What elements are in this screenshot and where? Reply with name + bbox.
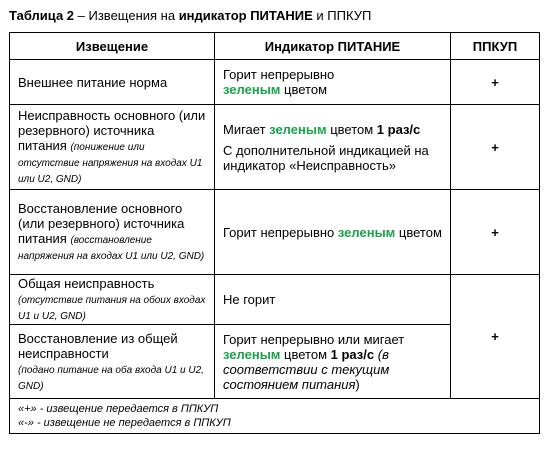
table-row — [10, 60, 540, 105]
indicator-italic: (в соответствии с текущим состоянием питания — [223, 346, 390, 392]
table-row — [10, 105, 540, 190]
header-event: Извещение — [10, 33, 215, 60]
event-cell — [10, 190, 215, 275]
notifications-table — [9, 32, 540, 434]
indicator-text-a: Мигает — [223, 121, 270, 137]
legend-line-1: «+» - извещение передается в ППКУП — [18, 403, 219, 415]
table-row — [10, 275, 540, 325]
event-note: (подано питание на оба входа U1 и U2, GND) — [18, 364, 204, 392]
indicator-cell — [215, 275, 451, 325]
event-cell — [10, 325, 215, 399]
indicator-green: зеленым — [269, 121, 327, 137]
header-row — [10, 33, 540, 60]
indicator-text-b: цветом — [280, 346, 331, 362]
indicator-text-c: ) — [355, 376, 360, 392]
caption-text-b: индикатор ПИТАНИЕ — [178, 8, 313, 23]
indicator-text-a: Не горит — [223, 292, 276, 307]
event-cell — [10, 60, 215, 105]
ppkup-cell: + — [451, 60, 540, 105]
indicator-text-b: цветом — [280, 82, 328, 97]
ppkup-cell: + — [451, 190, 540, 275]
header-indicator: Индикатор ПИТАНИЕ — [215, 33, 451, 60]
table-row — [10, 190, 540, 275]
indicator-cell — [215, 325, 451, 399]
event-note: (восстановление напряжения на входах U1 или U2, GND) — [18, 235, 205, 262]
header-ppkup: ППКУП — [451, 33, 540, 60]
event-text: Внешнее питание норма — [18, 74, 168, 90]
indicator-extra: С дополнительной индикацией на индикатор «Неисправность» — [223, 142, 429, 173]
indicator-green: зеленым — [223, 346, 281, 362]
event-text: Восстановление из общей неисправности — [18, 330, 178, 361]
event-note: (отсутствие питания на обоих входах U1 и U2, GND) — [18, 295, 206, 322]
caption-dash: – — [74, 8, 89, 23]
caption-text-a: Извещения на — [88, 8, 179, 23]
event-text: Общая неисправность — [18, 276, 155, 291]
caption-prefix: Таблица 2 — [9, 8, 75, 23]
event-note: (понижение или отсутствие напряжения на входах U1 или U2, GND) — [18, 142, 203, 185]
indicator-rate: 1 раз/с — [330, 346, 375, 362]
indicator-text-a: Горит непрерывно — [223, 67, 335, 82]
table-caption — [9, 8, 371, 23]
indicator-text-b: цветом — [326, 121, 377, 137]
event-text: Неисправность основного (или резервного) источника питания — [18, 108, 206, 153]
event-text: Восстановление основного (или резервного) источника питания — [18, 201, 185, 246]
ppkup-cell: + — [451, 105, 540, 190]
event-cell — [10, 105, 215, 190]
caption-text-c: и ППКУП — [312, 8, 372, 23]
event-cell — [10, 275, 215, 325]
legend-row — [10, 399, 540, 434]
legend-cell — [10, 399, 540, 434]
indicator-text-b: цветом — [395, 224, 442, 240]
indicator-cell — [215, 60, 451, 105]
indicator-rate: 1 раз/с — [376, 121, 421, 137]
indicator-cell — [215, 105, 451, 190]
indicator-green: зеленым — [223, 82, 281, 97]
legend-line-2: «-» - извещение не передается в ППКУП — [18, 417, 231, 429]
indicator-text-a: Горит непрерывно или мигает — [223, 331, 405, 347]
indicator-text-a: Горит непрерывно — [223, 224, 338, 240]
indicator-cell — [215, 190, 451, 275]
ppkup-cell: + — [451, 275, 540, 399]
indicator-green: зеленым — [337, 224, 396, 240]
